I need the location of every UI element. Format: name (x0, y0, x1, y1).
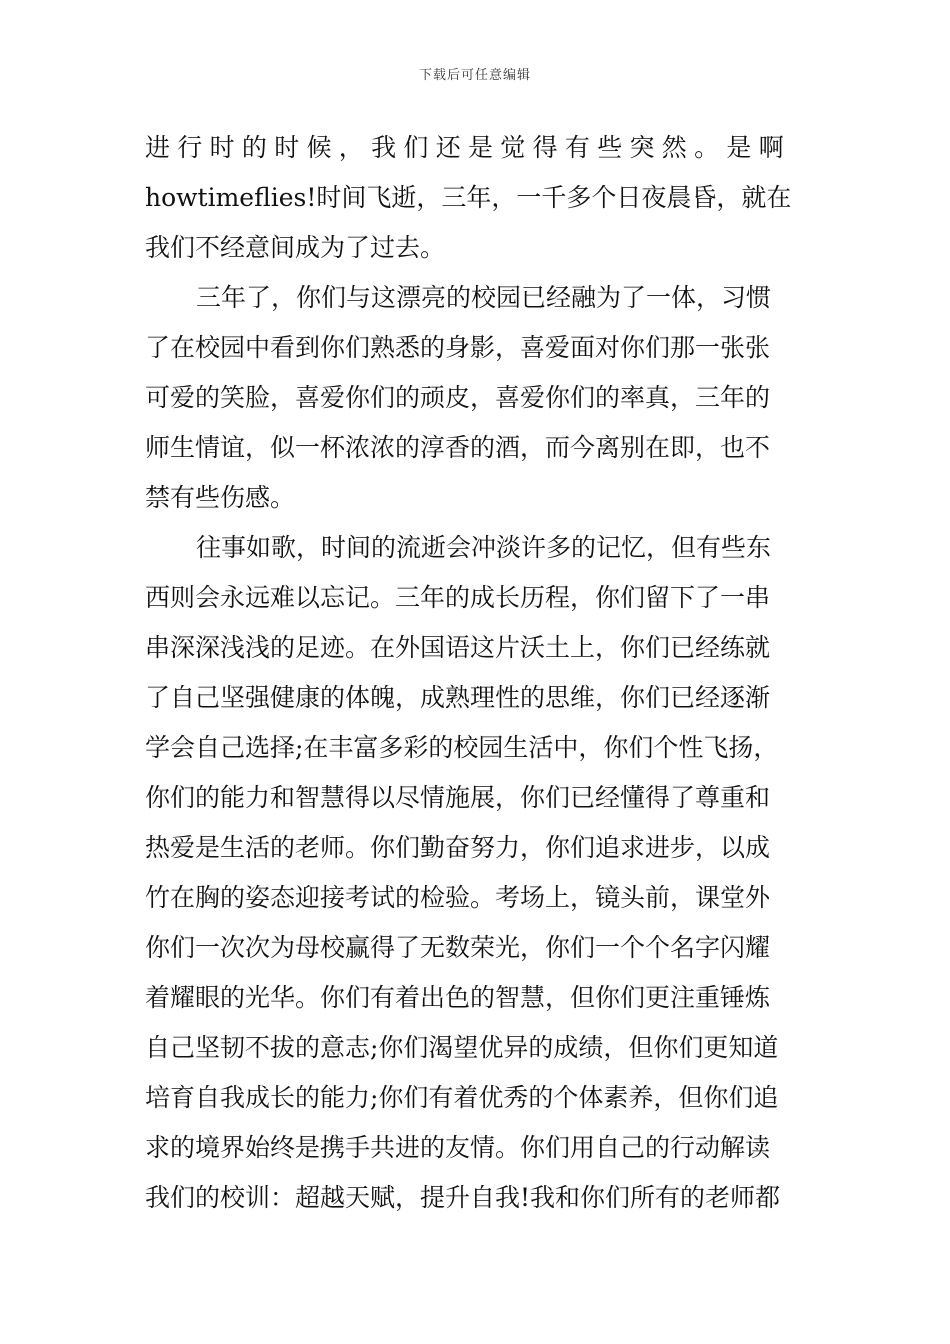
text-line: 我们不经意间成为了过去。 (145, 233, 446, 262)
text-line: howtimeflies!时间飞逝，三年，一千多个日夜晨昏，就在 (145, 183, 792, 212)
text-line: 你们一次次为母校赢得了无数荣光，你们一个个名字闪耀 (145, 933, 771, 962)
text-line: 了在校园中看到你们熟悉的身影，喜爱面对你们那一张张 (145, 333, 771, 362)
text-line: 培育自我成长的能力;你们有着优秀的个体素养，但你们追 (145, 1083, 779, 1112)
text-line: 了自己坚强健康的体魄，成熟理性的思维，你们已经逐渐 (145, 683, 771, 712)
text-line: 自己坚韧不拔的意志;你们渴望优异的成绩，但你们更知道 (145, 1033, 779, 1062)
text-line: 求的境界始终是携手共进的友情。你们用自己的行动解读 (145, 1133, 771, 1162)
text-line: 禁有些伤感。 (145, 483, 296, 512)
text-line: 师生情谊，似一杯浓浓的淳香的酒，而今离别在即，也不 (145, 433, 771, 462)
text-line: 着耀眼的光华。你们有着出色的智慧，但你们更注重锤炼 (145, 983, 771, 1012)
text-line: 你们的能力和智慧得以尽情施展，你们已经懂得了尊重和 (145, 783, 771, 812)
text-line: 可爱的笑脸，喜爱你们的顽皮，喜爱你们的率真，三年的 (145, 383, 771, 412)
text-line: 竹在胸的姿态迎接考试的检验。考场上，镜头前，课堂外 (145, 883, 771, 912)
text-line: 串深深浅浅的足迹。在外国语这片沃土上，你们已经练就 (145, 633, 771, 662)
paragraph-start-line: 往事如歌，时间的流逝会冲淡许多的记忆，但有些东 (196, 533, 772, 562)
text-line: 西则会永远难以忘记。三年的成长历程，你们留下了一串 (145, 583, 771, 612)
text-line: 进行时的时候，我们还是觉得有些突然。是啊 (145, 133, 792, 162)
text-line: 学会自己选择;在丰富多彩的校园生活中，你们个性飞扬， (145, 733, 779, 762)
text-line: 我们的校训：超越天赋，提升自我!我和你们所有的老师都 (145, 1183, 781, 1212)
text-line: 热爱是生活的老师。你们勤奋努力，你们追求进步，以成 (145, 833, 771, 862)
page-header: 下载后可任意编辑 (418, 68, 531, 83)
paragraph-start-line: 三年了，你们与这漂亮的校园已经融为了一体，习惯 (196, 283, 772, 312)
